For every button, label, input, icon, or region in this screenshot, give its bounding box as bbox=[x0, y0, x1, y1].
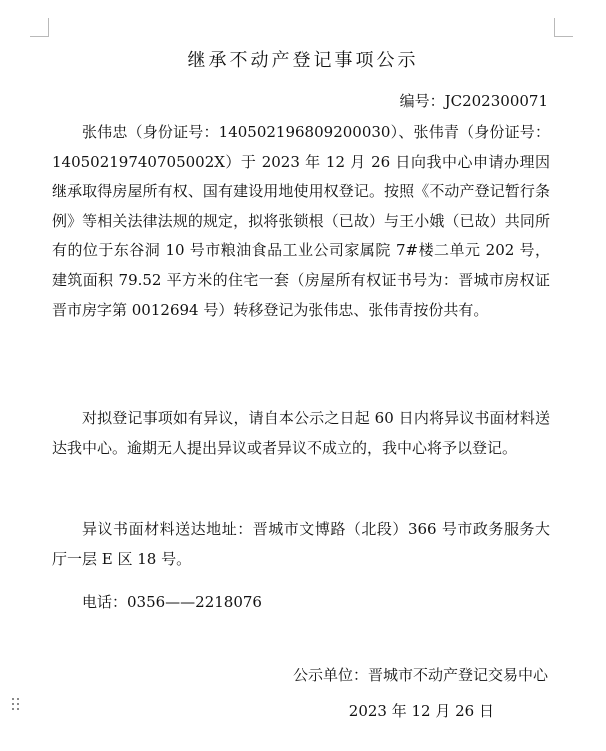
body-paragraph-phone: 电话：0356——2218076 bbox=[82, 593, 262, 611]
signature-date: 2023 年 12 月 26 日 bbox=[348, 702, 494, 720]
drag-handle-icon[interactable] bbox=[12, 698, 22, 714]
page-corner-mark-top-right bbox=[554, 18, 573, 37]
document-title: 继承不动产登记事项公示 bbox=[187, 50, 419, 71]
signature-unit: 公示单位：晋城市不动产登记交易中心 bbox=[292, 666, 548, 684]
body-paragraph-objection: 对拟登记事项如有异议，请自本公示之日起 60 日内将异议书面材料送达我中心。逾期无人提出异议或者异议不成立的，我中心将予以登记。 bbox=[52, 409, 550, 457]
body-paragraph-address: 异议书面材料送达地址：晋城市文博路（北段）366 号市政务服务大厅一层 E 区 18 号。 bbox=[52, 520, 550, 568]
page-corner-mark-top-left bbox=[30, 18, 49, 37]
body-paragraph-application: 张伟忠（身份证号：140502196809200030）、张伟青（身份证号：14050219740705002X）于 2023 年 12 月 26 日向我中心申请办理因继承取得房屋所有权、国有建设用地使用权登记。按照《不动产登记暂行条例》等相关法律法规的规定，拟将张锁根（已故）与王小娥（已故）共同所有的位于东谷洞 10 号市粮油食品工业公司家属院 7#楼二单元 202 号，建筑面积 79.52 平方米的住宅一套（房屋所有权证书号为：晋城市房权证晋市房字第 0012694 号）转移登记为张伟忠、张伟青按份共有。 bbox=[52, 123, 550, 319]
document-number: 编号：JC202300071 bbox=[399, 92, 548, 110]
